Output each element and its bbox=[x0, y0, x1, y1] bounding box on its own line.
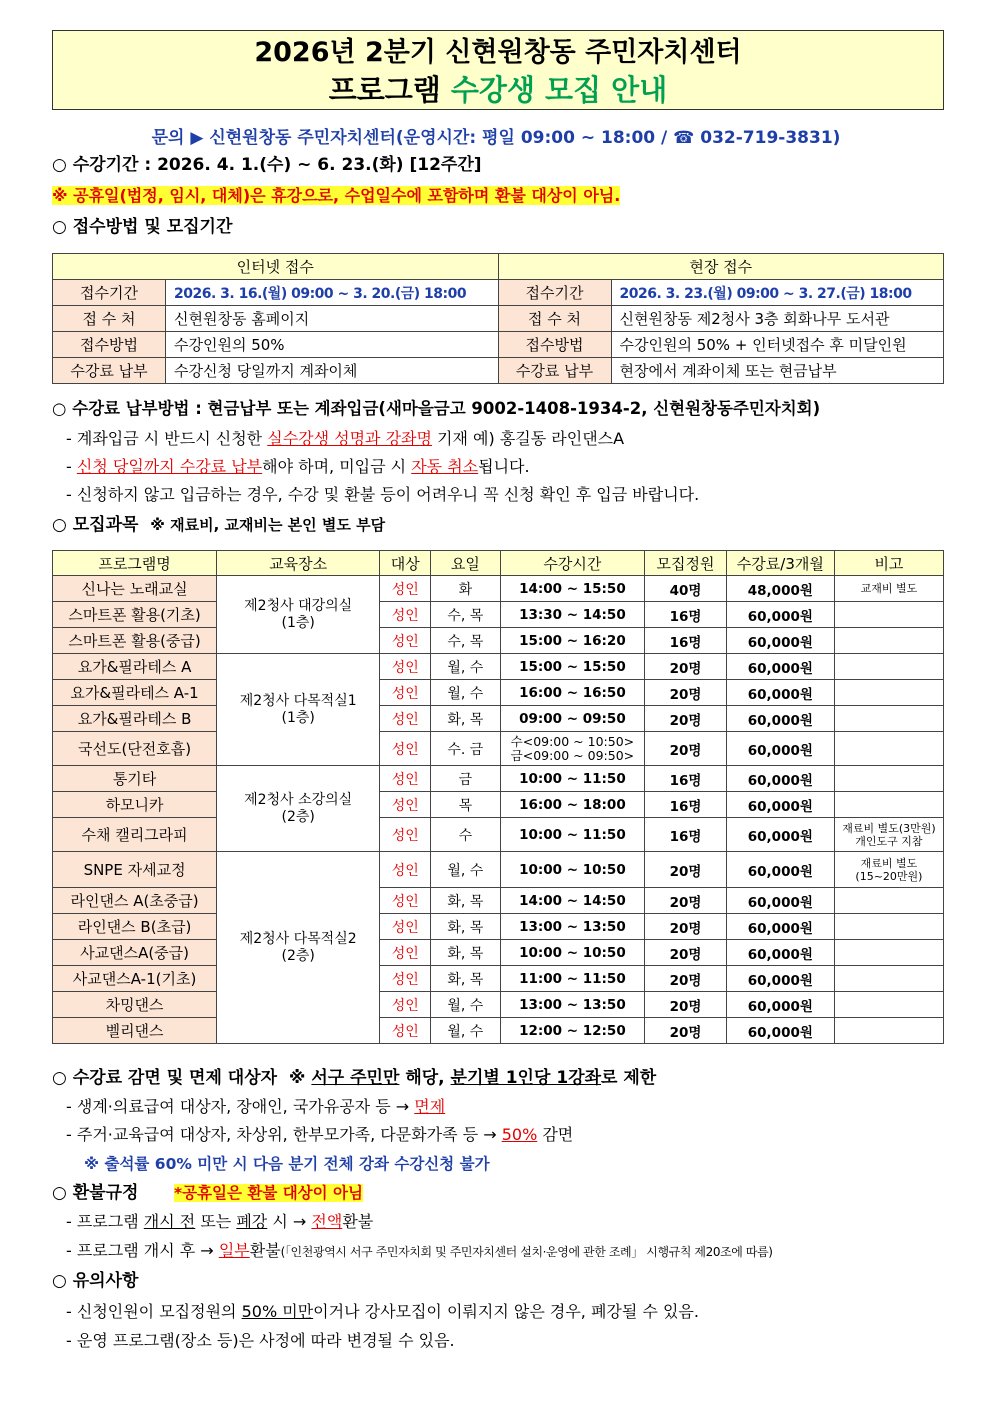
capacity: 16명 bbox=[645, 602, 727, 628]
remark-line-1: 재료비 별도 bbox=[860, 856, 918, 870]
class-time: 14:00 ~ 14:50 bbox=[500, 888, 645, 914]
course-table-header bbox=[53, 551, 944, 576]
days: 월, 수 bbox=[431, 1018, 500, 1044]
title-line-1: 2026년 2분기 신현원창동 주민자치센터 bbox=[254, 37, 742, 68]
program-name: 사교댄스A(중급) bbox=[53, 940, 217, 966]
class-time: 13:00 ~ 13:50 bbox=[500, 914, 645, 940]
class-time: 16:00 ~ 18:00 bbox=[500, 792, 645, 818]
table-row bbox=[53, 888, 944, 914]
table-row bbox=[53, 914, 944, 940]
column-header: 교육장소 bbox=[217, 551, 380, 576]
fee: 60,000원 bbox=[726, 966, 834, 992]
text: - bbox=[66, 457, 77, 476]
onsite-value: 신현원창동 제2청사 3층 회화나무 도서관 bbox=[611, 306, 944, 332]
refund-heading bbox=[52, 1182, 363, 1204]
registration-table bbox=[52, 253, 944, 384]
text: 환불 bbox=[249, 1241, 281, 1260]
days: 화, 목 bbox=[431, 940, 500, 966]
audience: 성인 bbox=[380, 576, 431, 602]
remark bbox=[834, 766, 943, 792]
days: 화, 목 bbox=[431, 966, 500, 992]
remark: 교재비 별도 bbox=[834, 576, 943, 602]
capacity: 16명 bbox=[645, 628, 727, 654]
class-time: 14:00 ~ 15:50 bbox=[500, 576, 645, 602]
table-row bbox=[53, 792, 944, 818]
audience: 성인 bbox=[380, 706, 431, 732]
remark-line-1: 재료비 별도(3만원) bbox=[842, 821, 936, 835]
courses-heading bbox=[52, 514, 385, 536]
remark bbox=[834, 940, 943, 966]
program-name: 벨리댄스 bbox=[53, 1018, 217, 1044]
text: 됩니다. bbox=[478, 457, 530, 476]
days: 수, 목 bbox=[431, 602, 500, 628]
program-name: 하모니카 bbox=[53, 792, 217, 818]
text-emphasis: 50% bbox=[501, 1125, 538, 1144]
fee: 60,000원 bbox=[726, 766, 834, 792]
audience: 성인 bbox=[380, 888, 431, 914]
class-time: 15:00 ~ 16:20 bbox=[500, 628, 645, 654]
row-label: 수강료 납부 bbox=[53, 358, 166, 384]
class-time: 15:00 ~ 15:50 bbox=[500, 654, 645, 680]
fee: 60,000원 bbox=[726, 852, 834, 888]
table-row bbox=[53, 706, 944, 732]
remark bbox=[834, 888, 943, 914]
time-line-2: 금<09:00 ~ 09:50> bbox=[510, 747, 635, 763]
capacity: 20명 bbox=[645, 706, 727, 732]
program-name: 스마트폰 활용(중급) bbox=[53, 628, 217, 654]
class-time: 13:30 ~ 14:50 bbox=[500, 602, 645, 628]
location-floor: (1층) bbox=[281, 709, 315, 726]
notes-line-2: - 운영 프로그램(장소 등)은 사정에 따라 변경될 수 있음. bbox=[66, 1331, 455, 1350]
payment-line-1 bbox=[66, 428, 624, 450]
class-time: 09:00 ~ 09:50 bbox=[500, 706, 645, 732]
audience: 성인 bbox=[380, 654, 431, 680]
audience: 성인 bbox=[380, 914, 431, 940]
days: 목 bbox=[431, 792, 500, 818]
refund-note: *공휴일은 환불 대상이 아님 bbox=[173, 1184, 363, 1202]
text-emphasis: 분기별 1인당 1강좌 bbox=[450, 1068, 601, 1088]
remark bbox=[834, 1018, 943, 1044]
table-row bbox=[53, 766, 944, 792]
class-time: 12:00 ~ 12:50 bbox=[500, 1018, 645, 1044]
remark bbox=[834, 792, 943, 818]
row-label: 접 수 처 bbox=[53, 306, 166, 332]
text-emphasis: 전액 bbox=[311, 1212, 343, 1231]
column-header: 비고 bbox=[834, 551, 943, 576]
program-name: 라인댄스 B(초급) bbox=[53, 914, 217, 940]
remark bbox=[834, 680, 943, 706]
days: 화, 목 bbox=[431, 888, 500, 914]
column-header: 요일 bbox=[431, 551, 500, 576]
text: 로 제한 bbox=[601, 1068, 657, 1088]
discount-line-2 bbox=[66, 1124, 573, 1146]
location-name: 제2청사 다목적실2 bbox=[239, 930, 357, 947]
program-name: 요가&필라테스 A bbox=[53, 654, 217, 680]
notes-line-1 bbox=[66, 1301, 699, 1323]
days: 월, 수 bbox=[431, 654, 500, 680]
program-name: 라인댄스 A(초중급) bbox=[53, 888, 217, 914]
notes-heading: ○ 유의사항 bbox=[52, 1271, 139, 1291]
table-row bbox=[53, 332, 944, 358]
table-row bbox=[53, 680, 944, 706]
class-time: 16:00 ~ 16:50 bbox=[500, 680, 645, 706]
holiday-notice bbox=[52, 185, 620, 207]
refund-regulation: (「인천광역시 서구 주민자치회 및 주민자치센터 설치·운영에 관한 조례」 시행규칙 제20조에 따름) bbox=[280, 1245, 773, 1259]
discount-line-1 bbox=[66, 1096, 445, 1118]
text-emphasis: 개시 전 bbox=[143, 1212, 196, 1231]
location-cell bbox=[217, 576, 380, 654]
audience: 성인 bbox=[380, 680, 431, 706]
fee: 60,000원 bbox=[726, 818, 834, 852]
refund-line-2 bbox=[66, 1240, 773, 1263]
text-emphasis: 일부 bbox=[218, 1241, 250, 1260]
text: 기재 예) 홍길동 라인댄스A bbox=[431, 429, 625, 448]
audience: 성인 bbox=[380, 792, 431, 818]
program-name: 차밍댄스 bbox=[53, 992, 217, 1018]
text: - 프로그램 개시 후 → bbox=[66, 1241, 219, 1260]
class-time: 10:00 ~ 11:50 bbox=[500, 766, 645, 792]
fee: 60,000원 bbox=[726, 654, 834, 680]
capacity: 20명 bbox=[645, 940, 727, 966]
audience: 성인 bbox=[380, 966, 431, 992]
days: 화, 목 bbox=[431, 914, 500, 940]
text: 시 → bbox=[267, 1212, 312, 1231]
remark bbox=[834, 602, 943, 628]
fee: 60,000원 bbox=[726, 706, 834, 732]
remark-line-2: (15~20만원) bbox=[855, 869, 923, 883]
capacity: 20명 bbox=[645, 966, 727, 992]
audience: 성인 bbox=[380, 992, 431, 1018]
title-box bbox=[52, 30, 944, 110]
text-emphasis: 서구 주민만 bbox=[311, 1068, 400, 1088]
table-row bbox=[53, 852, 944, 888]
table-row bbox=[53, 602, 944, 628]
program-name: 수채 캘리그라피 bbox=[53, 818, 217, 852]
payment-line-2 bbox=[66, 456, 530, 478]
program-name: 통기타 bbox=[53, 766, 217, 792]
column-header: 수강료/3개월 bbox=[726, 551, 834, 576]
capacity: 20명 bbox=[645, 732, 727, 766]
online-header: 인터넷 접수 bbox=[53, 254, 499, 280]
table-row bbox=[53, 1018, 944, 1044]
online-value: 2026. 3. 16.(월) 09:00 ~ 3. 20.(금) 18:00 bbox=[166, 280, 499, 306]
location-floor: (2층) bbox=[281, 808, 315, 825]
class-time: 10:00 ~ 10:50 bbox=[500, 940, 645, 966]
table-row bbox=[53, 940, 944, 966]
text: 해야 하며, 미입금 시 bbox=[262, 457, 412, 476]
fee: 48,000원 bbox=[726, 576, 834, 602]
online-value: 수강신청 당일까지 계좌이체 bbox=[166, 358, 499, 384]
days: 월, 수 bbox=[431, 992, 500, 1018]
table-row bbox=[53, 818, 944, 852]
table-row bbox=[53, 358, 944, 384]
capacity: 16명 bbox=[645, 792, 727, 818]
contact-line: 문의 ▶ 신현원창동 주민자치센터(운영시간: 평일 09:00 ~ 18:00 / ☎ 032-719-3831) bbox=[151, 128, 841, 148]
payment-line-3: - 신청하지 않고 입금하는 경우, 수강 및 환불 등이 어려우니 꼭 신청 확인 후 입금 바랍니다. bbox=[66, 485, 700, 504]
table-row bbox=[53, 732, 944, 766]
capacity: 20명 bbox=[645, 888, 727, 914]
audience: 성인 bbox=[380, 602, 431, 628]
remark bbox=[834, 852, 943, 888]
column-header: 수강시간 bbox=[500, 551, 645, 576]
payment-heading: ○ 수강료 납부방법 : 현금납부 또는 계좌입금(새마을금고 9002-1408-1934-2, 신현원창동주민자치회) bbox=[52, 399, 821, 418]
text: - 계좌입금 시 반드시 신청한 bbox=[66, 429, 268, 448]
program-name: 스마트폰 활용(기초) bbox=[53, 602, 217, 628]
onsite-value: 수강인원의 50% + 인터넷접수 후 미달인원 bbox=[611, 332, 944, 358]
row-label: 접수방법 bbox=[53, 332, 166, 358]
audience: 성인 bbox=[380, 940, 431, 966]
location-name: 제2청사 다목적실1 bbox=[239, 692, 357, 709]
column-header: 프로그램명 bbox=[53, 551, 217, 576]
audience: 성인 bbox=[380, 818, 431, 852]
program-name: 요가&필라테스 A-1 bbox=[53, 680, 217, 706]
remark bbox=[834, 966, 943, 992]
registration-heading: ○ 접수방법 및 모집기간 bbox=[52, 217, 233, 237]
audience: 성인 bbox=[380, 732, 431, 766]
column-header: 대상 bbox=[380, 551, 431, 576]
fee: 60,000원 bbox=[726, 628, 834, 654]
text: ○ 모집과목 bbox=[52, 515, 139, 535]
capacity: 16명 bbox=[645, 766, 727, 792]
onsite-value: 2026. 3. 23.(월) 09:00 ~ 3. 27.(금) 18:00 bbox=[611, 280, 944, 306]
capacity: 16명 bbox=[645, 818, 727, 852]
online-value: 수강인원의 50% bbox=[166, 332, 499, 358]
text: - 주거·교육급여 대상자, 차상위, 한부모가족, 다문화가족 등 → bbox=[66, 1125, 502, 1144]
text-emphasis: 실수강생 성명과 강좌명 bbox=[267, 429, 432, 448]
title-line-2 bbox=[53, 71, 943, 109]
fee: 60,000원 bbox=[726, 680, 834, 706]
table-row bbox=[53, 966, 944, 992]
program-name: SNPE 자세교정 bbox=[53, 852, 217, 888]
days: 수. 금 bbox=[431, 732, 500, 766]
fee: 60,000원 bbox=[726, 914, 834, 940]
audience: 성인 bbox=[380, 1018, 431, 1044]
capacity: 20명 bbox=[645, 992, 727, 1018]
days: 금 bbox=[431, 766, 500, 792]
remark bbox=[834, 654, 943, 680]
remark bbox=[834, 706, 943, 732]
fee: 60,000원 bbox=[726, 888, 834, 914]
class-time: 10:00 ~ 11:50 bbox=[500, 818, 645, 852]
location-floor: (1층) bbox=[281, 614, 315, 631]
audience: 성인 bbox=[380, 766, 431, 792]
capacity: 40명 bbox=[645, 576, 727, 602]
capacity: 20명 bbox=[645, 852, 727, 888]
location-name: 제2청사 소강의실 bbox=[244, 791, 353, 808]
remark bbox=[834, 992, 943, 1018]
class-time: 10:00 ~ 10:50 bbox=[500, 852, 645, 888]
text-emphasis: 면제 bbox=[414, 1097, 446, 1116]
audience: 성인 bbox=[380, 852, 431, 888]
days: 수, 목 bbox=[431, 628, 500, 654]
title-prefix: 프로그램 bbox=[328, 73, 451, 107]
capacity: 20명 bbox=[645, 914, 727, 940]
location-cell bbox=[217, 852, 380, 1044]
program-name: 사교댄스A-1(기초) bbox=[53, 966, 217, 992]
table-row bbox=[53, 654, 944, 680]
capacity: 20명 bbox=[645, 654, 727, 680]
row-label: 수강료 납부 bbox=[498, 358, 611, 384]
period-line: ○ 수강기간 : 2026. 4. 1.(수) ~ 6. 23.(화) [12주간] bbox=[52, 155, 482, 175]
remark bbox=[834, 628, 943, 654]
table-row bbox=[53, 280, 944, 306]
days: 월, 수 bbox=[431, 680, 500, 706]
remark-line-2: 개인도구 지참 bbox=[855, 834, 923, 848]
onsite-value: 현장에서 계좌이체 또는 현금납부 bbox=[611, 358, 944, 384]
capacity: 20명 bbox=[645, 1018, 727, 1044]
remark bbox=[834, 914, 943, 940]
text: - 프로그램 bbox=[66, 1212, 144, 1231]
location-cell bbox=[217, 654, 380, 766]
program-name: 신나는 노래교실 bbox=[53, 576, 217, 602]
fee: 60,000원 bbox=[726, 940, 834, 966]
course-table bbox=[52, 550, 944, 1044]
table-row bbox=[53, 992, 944, 1018]
row-label: 접수방법 bbox=[498, 332, 611, 358]
refund-line-1 bbox=[66, 1211, 373, 1233]
row-label: 접 수 처 bbox=[498, 306, 611, 332]
class-time: 13:00 ~ 13:50 bbox=[500, 992, 645, 1018]
title-highlight: 수강생 모집 안내 bbox=[450, 73, 668, 107]
text: ○ 수강료 감면 및 면제 대상자 bbox=[52, 1068, 278, 1088]
table-row bbox=[53, 306, 944, 332]
text: 해당, bbox=[399, 1068, 451, 1088]
text: - 신청인원이 모집정원의 bbox=[66, 1302, 242, 1321]
column-header: 모집정원 bbox=[645, 551, 727, 576]
text: 이거나 강사모집이 이뤄지지 않은 경우, 폐강될 수 있음. bbox=[313, 1302, 699, 1321]
onsite-header: 현장 접수 bbox=[498, 254, 944, 280]
program-name: 국선도(단전호흡) bbox=[53, 732, 217, 766]
location-floor: (2층) bbox=[281, 947, 315, 964]
text-emphasis: 신청 당일까지 수강료 납부 bbox=[76, 457, 263, 476]
text: ○ 환불규정 bbox=[52, 1183, 139, 1203]
table-row bbox=[53, 628, 944, 654]
remark bbox=[834, 732, 943, 766]
table-row bbox=[53, 576, 944, 602]
online-value: 신현원창동 홈페이지 bbox=[166, 306, 499, 332]
text: 감면 bbox=[537, 1125, 574, 1144]
days: 수 bbox=[431, 818, 500, 852]
days: 화 bbox=[431, 576, 500, 602]
fee: 60,000원 bbox=[726, 1018, 834, 1044]
text-emphasis: 폐강 bbox=[236, 1212, 268, 1231]
class-time bbox=[500, 732, 645, 766]
text: - 생계·의료급여 대상자, 장애인, 국가유공자 등 → bbox=[66, 1097, 415, 1116]
row-label: 접수기간 bbox=[53, 280, 166, 306]
location-cell bbox=[217, 766, 380, 852]
row-label: 접수기간 bbox=[498, 280, 611, 306]
fee: 60,000원 bbox=[726, 602, 834, 628]
program-name: 요가&필라테스 B bbox=[53, 706, 217, 732]
attendance-note: ※ 출석률 60% 미만 시 다음 분기 전체 강좌 수강신청 불가 bbox=[84, 1155, 490, 1173]
fee: 60,000원 bbox=[726, 732, 834, 766]
holiday-notice-text: ※ 공휴일(법정, 임시, 대체)은 휴강으로, 수업일수에 포함하며 환불 대상이 아님. bbox=[52, 186, 621, 205]
remark bbox=[834, 818, 943, 852]
text: 환불 bbox=[342, 1212, 374, 1231]
text: 또는 bbox=[195, 1212, 237, 1231]
capacity: 20명 bbox=[645, 680, 727, 706]
text: ※ bbox=[288, 1068, 312, 1088]
location-name: 제2청사 대강의실 bbox=[244, 597, 353, 614]
discount-heading bbox=[52, 1067, 656, 1089]
audience: 성인 bbox=[380, 628, 431, 654]
days: 화, 목 bbox=[431, 706, 500, 732]
text: ※ 재료비, 교재비는 본인 별도 부담 bbox=[150, 516, 386, 534]
days: 월, 수 bbox=[431, 852, 500, 888]
class-time: 11:00 ~ 11:50 bbox=[500, 966, 645, 992]
time-line-1: 수<09:00 ~ 10:50> bbox=[510, 733, 635, 749]
fee: 60,000원 bbox=[726, 792, 834, 818]
fee: 60,000원 bbox=[726, 992, 834, 1018]
text-emphasis: 50% 미만 bbox=[241, 1302, 314, 1321]
text-emphasis: 자동 취소 bbox=[411, 457, 479, 476]
